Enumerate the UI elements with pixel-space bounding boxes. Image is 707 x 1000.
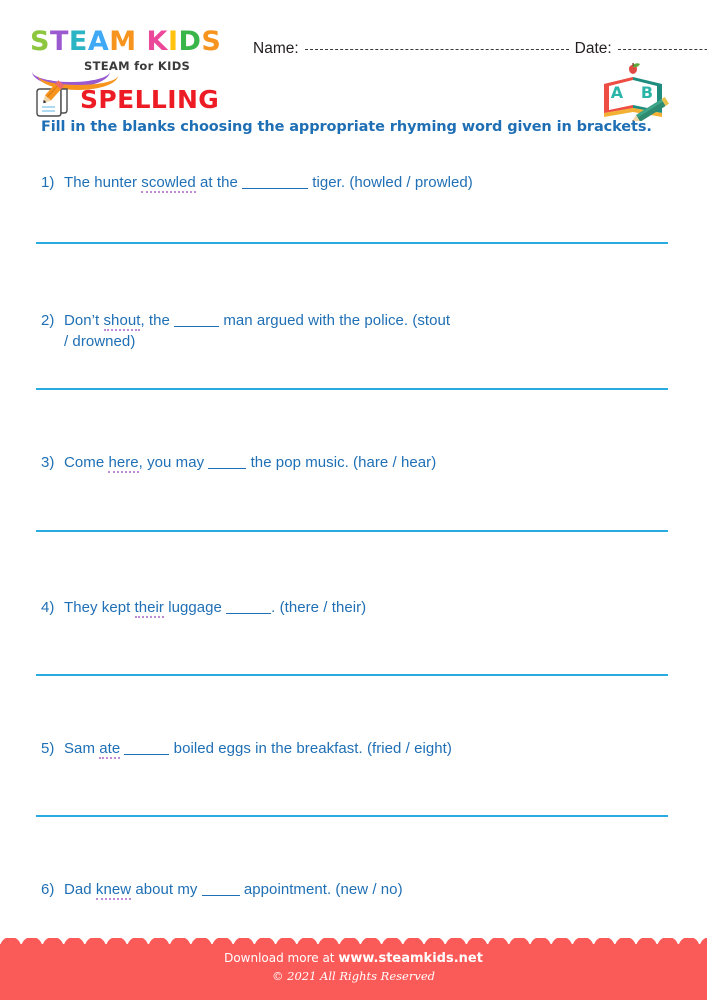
logo-letter: M [109,26,137,57]
question-number: 6) [41,881,55,898]
question-number: 5) [41,740,55,757]
question-number: 2) [41,312,55,329]
question-text-run: / drowned) [64,333,136,350]
spellcheck-word: shout [103,312,141,329]
spellcheck-word: knew [95,881,132,898]
abc-book-icon [600,63,672,121]
footer-url-link[interactable]: www.steamkids.net [338,951,483,966]
steam-kids-logo [30,28,235,72]
paper-pencil-icon [31,79,73,119]
logo-letter: A [87,26,110,57]
answer-write-line[interactable] [36,674,668,676]
svg-text:A: A [610,83,624,102]
spellcheck-word: here [108,454,139,471]
logo-letter: T [49,26,69,57]
question-text-run: luggage [163,599,227,616]
answer-write-line[interactable] [36,530,668,532]
question-indent [41,331,64,352]
logo-letter: K [146,26,168,57]
question-text-run: , you may [138,454,209,471]
answer-write-line[interactable] [36,242,668,244]
page-footer [0,938,707,1000]
question-text-run: They kept [64,599,135,616]
name-label: Name: [253,40,299,57]
spellcheck-word: their [134,599,164,616]
logo-letter: S [201,26,222,57]
question-number: 1) [41,174,55,191]
svg-text:B: B [640,83,654,102]
question-line [41,331,135,352]
footer-download-line [0,951,707,966]
answer-blank[interactable] [174,314,219,327]
logo-wordmark [30,28,235,55]
spellcheck-word: scowled [141,174,196,191]
footer-download-prefix: Download more at [224,951,335,965]
question-line [41,172,473,193]
instruction-text: Fill in the blanks choosing the appropriate rhyming word given in brackets. [41,119,652,135]
spellcheck-word: ate [99,740,121,757]
logo-letter: I [167,26,179,57]
footer-copyright: © 2021 All Rights Reserved [271,969,435,983]
question-text-run: about my [131,881,202,898]
question-text-run: at the [195,174,243,191]
question-line [41,597,366,618]
answer-blank[interactable] [124,742,169,755]
answer-write-line[interactable] [36,388,668,390]
name-input[interactable] [305,48,569,50]
question-text-run: Dad [64,881,96,898]
date-input[interactable] [618,48,707,50]
question-number: 3) [41,454,55,471]
question-text-run: boiled eggs in the breakfast. (fried / eight) [169,740,452,757]
question-text-run: man argued with the police. (stout [219,312,451,329]
question-line [41,452,436,473]
question-line [41,310,450,331]
question-text-run: The hunter [64,174,142,191]
page-title: SPELLING [80,85,220,114]
question-text-run: appointment. (new / no) [239,881,403,898]
question-text-run: the pop music. (hare / hear) [246,454,437,471]
logo-letter: S [30,26,50,57]
question-text-run: Sam [64,740,100,757]
logo-letter: D [178,26,202,57]
logo-letter: E [68,26,88,57]
answer-write-line[interactable] [36,815,668,817]
answer-blank[interactable] [242,176,308,189]
answer-blank[interactable] [202,883,240,896]
answer-blank[interactable] [226,601,271,614]
question-line [41,738,452,759]
question-text-run: Don’t [64,312,104,329]
question-text-run: . (there / their) [271,599,367,616]
answer-blank[interactable] [208,456,246,469]
name-date-row [253,40,683,58]
question-text-run: tiger. (howled / prowled) [308,174,473,191]
question-text-run: , the [140,312,175,329]
logo-letter [137,28,147,55]
date-label: Date: [574,40,612,57]
question-text-run: Come [64,454,109,471]
logo-tagline: STEAM for KIDS [84,59,191,73]
question-number: 4) [41,599,55,616]
question-line [41,879,403,900]
